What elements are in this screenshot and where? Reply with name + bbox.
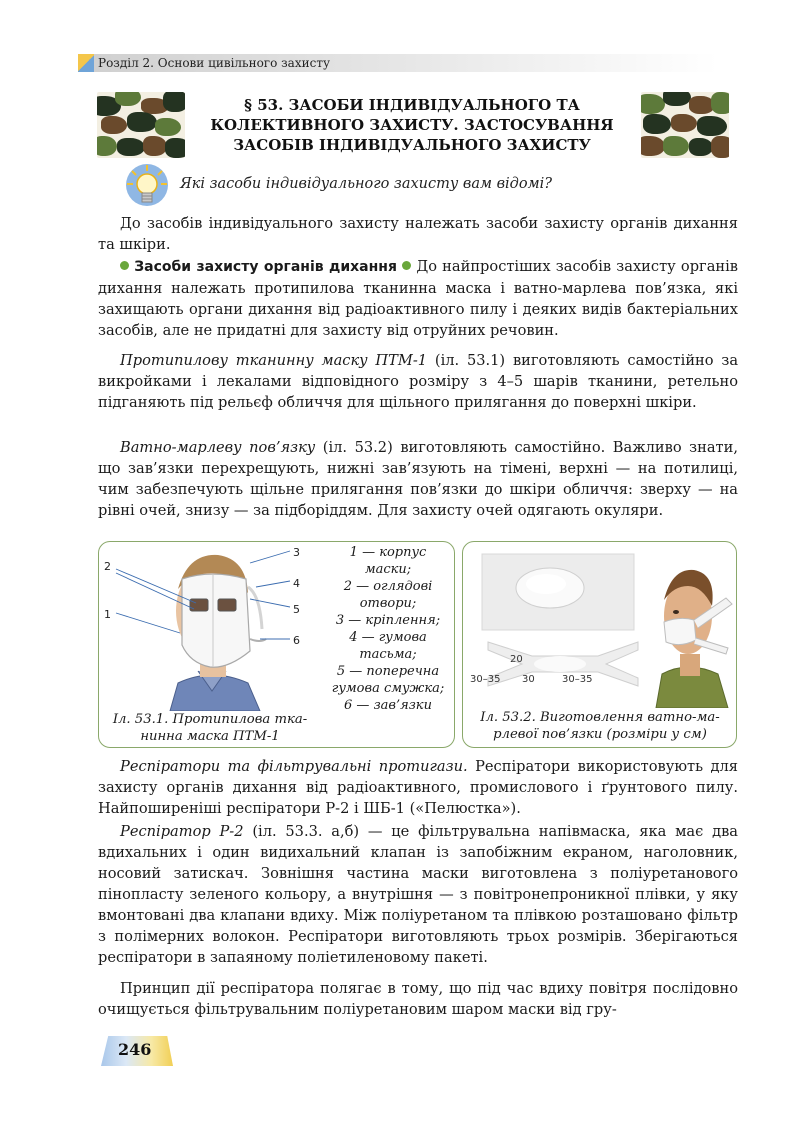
section-title — [192, 95, 632, 155]
title-line-3: ЗАСОБІВ ІНДИВІДУАЛЬНОГО ЗАХИСТУ — [233, 136, 591, 154]
paragraph-6-text: — це фільтрувальна напівмаска, яка має два вдихальних і один видихальний клапан із запобіжним екраном, наголовник, носовий затискач. Зовнішня частина маски виготовлена з поліуретанового пінопласту зеленого кольору, а внутрішня — з повітронепроникної плівки, у яку вмонтовані два клапани вдиху. Між поліуретаном та плівкою розташовано фільтр з полімерних волокон. Респіратори виготовляють трьох розмірів. Зберігаються респіратори в запаяному поліетиленовому пакеті. — [98, 823, 738, 966]
paragraph-3 — [98, 350, 738, 413]
legend-line: гумова смужка; — [331, 681, 445, 696]
callout-4: 4 — [293, 577, 300, 590]
measure-30-35-right: 30–35 — [562, 674, 593, 685]
gauze-figure-ref: (іл. 53.2) — [322, 439, 393, 456]
caption-line: нинна маска ПТМ-1 — [140, 729, 280, 744]
paragraph-5 — [98, 756, 738, 819]
measure-30-35-left: 30–35 — [470, 674, 501, 685]
gauze-bandage-illustration — [466, 546, 734, 708]
bullet-icon — [402, 261, 411, 270]
caption-line: рлевої пов’язки (розміри у см) — [493, 727, 707, 742]
section-question: Які засоби індивідуального захисту вам відомі? — [180, 176, 553, 192]
ptm-figure-ref: (іл. 53.1) — [434, 352, 506, 369]
title-line-2: КОЛЕКТИВНОГО ЗАХИСТУ. ЗАСТОСУВАННЯ — [210, 116, 614, 134]
measure-30: 30 — [522, 674, 535, 685]
paragraph-4-text: виготовляють самостійно. Важливо знати, що зав’язки перехрещують, нижні зав’язують на тімені, верхні — на потилиці, чим забезпечують щільне прилягання пов’язки до шкіри обличчя: зверху — на рівні очей, знизу — за підборіддям. Для захисту очей одягають окуляри. — [98, 439, 739, 519]
legend-line: 4 — гумова — [349, 630, 427, 645]
paragraph-4 — [98, 437, 738, 521]
respirator-figure-ref: (іл. 53.3. а,б) — [252, 823, 360, 840]
legend-line: 6 — зав’язки — [344, 698, 432, 713]
bullet-icon — [120, 261, 129, 270]
paragraph-2 — [98, 256, 738, 341]
measure-20: 20 — [510, 654, 523, 665]
legend-line: 2 — оглядові — [343, 579, 433, 594]
callout-6: 6 — [293, 634, 300, 647]
legend-line: тасьма; — [359, 647, 417, 662]
respirators-term: Респіратори та фільтрувальні протигази. — [120, 758, 468, 775]
figure-53-1-legend — [324, 544, 452, 714]
gauze-bandage-term: Ватно-марлеву пов’язку — [120, 439, 316, 456]
legend-line: 3 — кріплення; — [335, 613, 441, 628]
callout-1: 1 — [104, 608, 111, 621]
paragraph-1 — [98, 213, 738, 255]
header-tag-icon — [78, 54, 94, 72]
respirator-r2-term: Респіратор Р-2 — [120, 823, 244, 840]
mask-ptm1-illustration — [100, 543, 325, 711]
legend-line: отвори; — [359, 596, 417, 611]
legend-line: 5 — поперечна — [336, 664, 440, 679]
running-header — [78, 54, 718, 72]
paragraph-5-text: Респіратори використовують для захисту органів дихання від радіоактивного, промислового і ґрунтового пилу. Найпоширеніші респіратори Р-2 і ШБ-1 («Пелюстка»). — [98, 758, 738, 817]
title-line-1: § 53. ЗАСОБИ ІНДИВІДУАЛЬНОГО ТА — [244, 96, 580, 114]
callout-2: 2 — [104, 560, 111, 573]
respiratory-protection-heading: Засоби захисту органів дихання — [134, 259, 397, 275]
caption-line: Іл. 53.2. Виготовлення ватно-ма- — [480, 710, 720, 725]
ptm-mask-term: Протипилову тканинну маску ПТМ-1 — [120, 352, 428, 369]
callout-3: 3 — [293, 546, 300, 559]
page-number: 246 — [118, 1040, 152, 1059]
caption-line: Іл. 53.1. Протипилова тка- — [112, 712, 308, 727]
callout-5: 5 — [293, 603, 300, 616]
lightbulb-icon — [124, 163, 170, 211]
camo-pattern-right — [641, 92, 729, 158]
paragraph-7 — [98, 978, 738, 1020]
paragraph-7-text: Принцип дії респіратора полягає в тому, що під час вдиху повітря послідовно очищується фільтрувальним поліуретановим шаром маски від гру- — [98, 980, 738, 1018]
paragraph-6 — [98, 821, 738, 968]
paragraph-3-text: виготовляють самостійно за викройками і лекалами відповідного розміру з 4–5 шарів тканини, ретельно підганяють під рельєф обличчя для щільного прилягання до поверхні шкіри. — [98, 352, 739, 411]
figure-53-2-caption — [464, 709, 736, 743]
paragraph-2-text: До найпростіших засобів захисту органів дихання належать протипилова тканинна маска і ватно-марлева пов’язка, які захищають органи дихання від радіоактивного пилу і деяких видів бактеріальних засобів, але не придатні для захисту від отруйних речовин. — [98, 258, 739, 339]
legend-line: маски; — [364, 562, 412, 577]
paragraph-1-text: До засобів індивідуального захисту належать засоби захисту органів дихання та шкіри. — [98, 215, 738, 253]
figure-53-1-caption — [100, 711, 320, 745]
running-title: Розділ 2. Основи цивільного захисту — [98, 56, 331, 70]
camo-pattern-left — [97, 92, 185, 158]
legend-line: 1 — корпус — [349, 545, 427, 560]
